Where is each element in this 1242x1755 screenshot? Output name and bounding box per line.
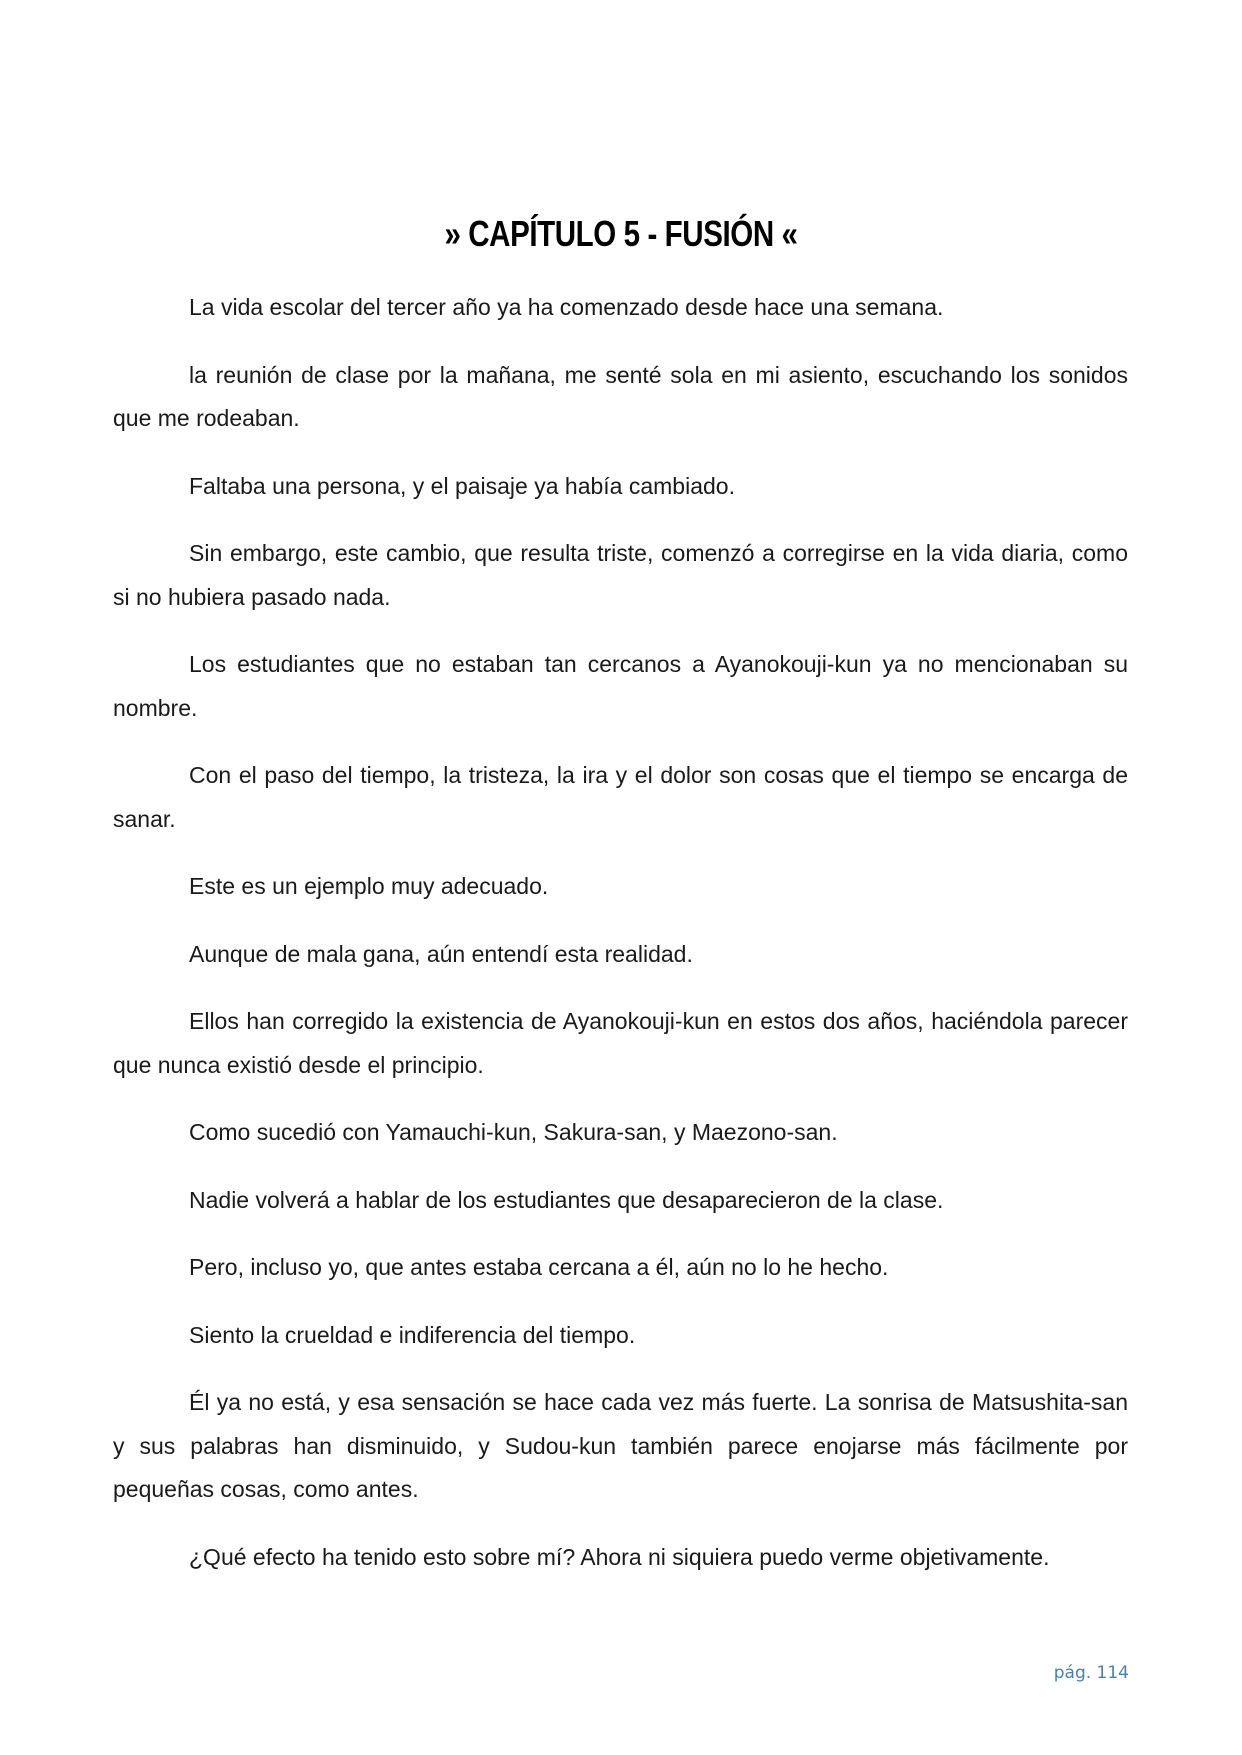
paragraph: Faltaba una persona, y el paisaje ya había cambiado. bbox=[189, 472, 735, 499]
paragraph: Ellos han corregido la existencia de Ayanokouji-kun en estos dos años, haciéndola parecer que nunca existió desde el principio. bbox=[113, 1008, 1128, 1078]
paragraph: Aunque de mala gana, aún entendí esta realidad. bbox=[189, 940, 693, 967]
paragraph: Con el paso del tiempo, la tristeza, la ira y el dolor son cosas que el tiempo se encarga de sanar. bbox=[113, 762, 1128, 832]
paragraph: Como sucedió con Yamauchi-kun, Sakura-san, y Maezono-san. bbox=[189, 1119, 838, 1145]
paragraph: Pero, incluso yo, que antes estaba cercana a él, aún no lo he hecho. bbox=[189, 1254, 889, 1280]
chapter-title: » CAPÍTULO 5 - FUSIÓN « bbox=[444, 213, 798, 254]
paragraph: Sin embargo, este cambio, que resulta triste, comenzó a corregirse en la vida diaria, como si no hubiera pasado nada. bbox=[113, 540, 1128, 610]
paragraph: ¿Qué efecto ha tenido esto sobre mí? Ahora ni siquiera puedo verme objetivamente. bbox=[189, 1543, 1050, 1570]
paragraph: Siento la crueldad e indiferencia del tiempo. bbox=[189, 1321, 636, 1348]
paragraph: Él ya no está, y esa sensación se hace cada vez más fuerte. La sonrisa de Matsushita-san y sus palabras han disminuido, y Sudou-kun también parece enojarse más fácilmente por pequeñas cosas, como antes. bbox=[113, 1389, 1128, 1502]
page-number: pág. 114 bbox=[1053, 1663, 1129, 1683]
paragraph: Nadie volverá a hablar de los estudiantes que desaparecieron de la clase. bbox=[189, 1186, 944, 1213]
chapter-body bbox=[113, 286, 1128, 1603]
paragraph: Este es un ejemplo muy adecuado. bbox=[189, 873, 549, 899]
paragraph: Los estudiantes que no estaban tan cercanos a Ayanokouji-kun ya no mencionaban su nombre. bbox=[113, 651, 1128, 721]
paragraph: La vida escolar del tercer año ya ha comenzado desde hace una semana. bbox=[189, 294, 944, 320]
paragraph: la reunión de clase por la mañana, me senté sola en mi asiento, escuchando los sonidos que me rodeaban. bbox=[113, 361, 1128, 431]
